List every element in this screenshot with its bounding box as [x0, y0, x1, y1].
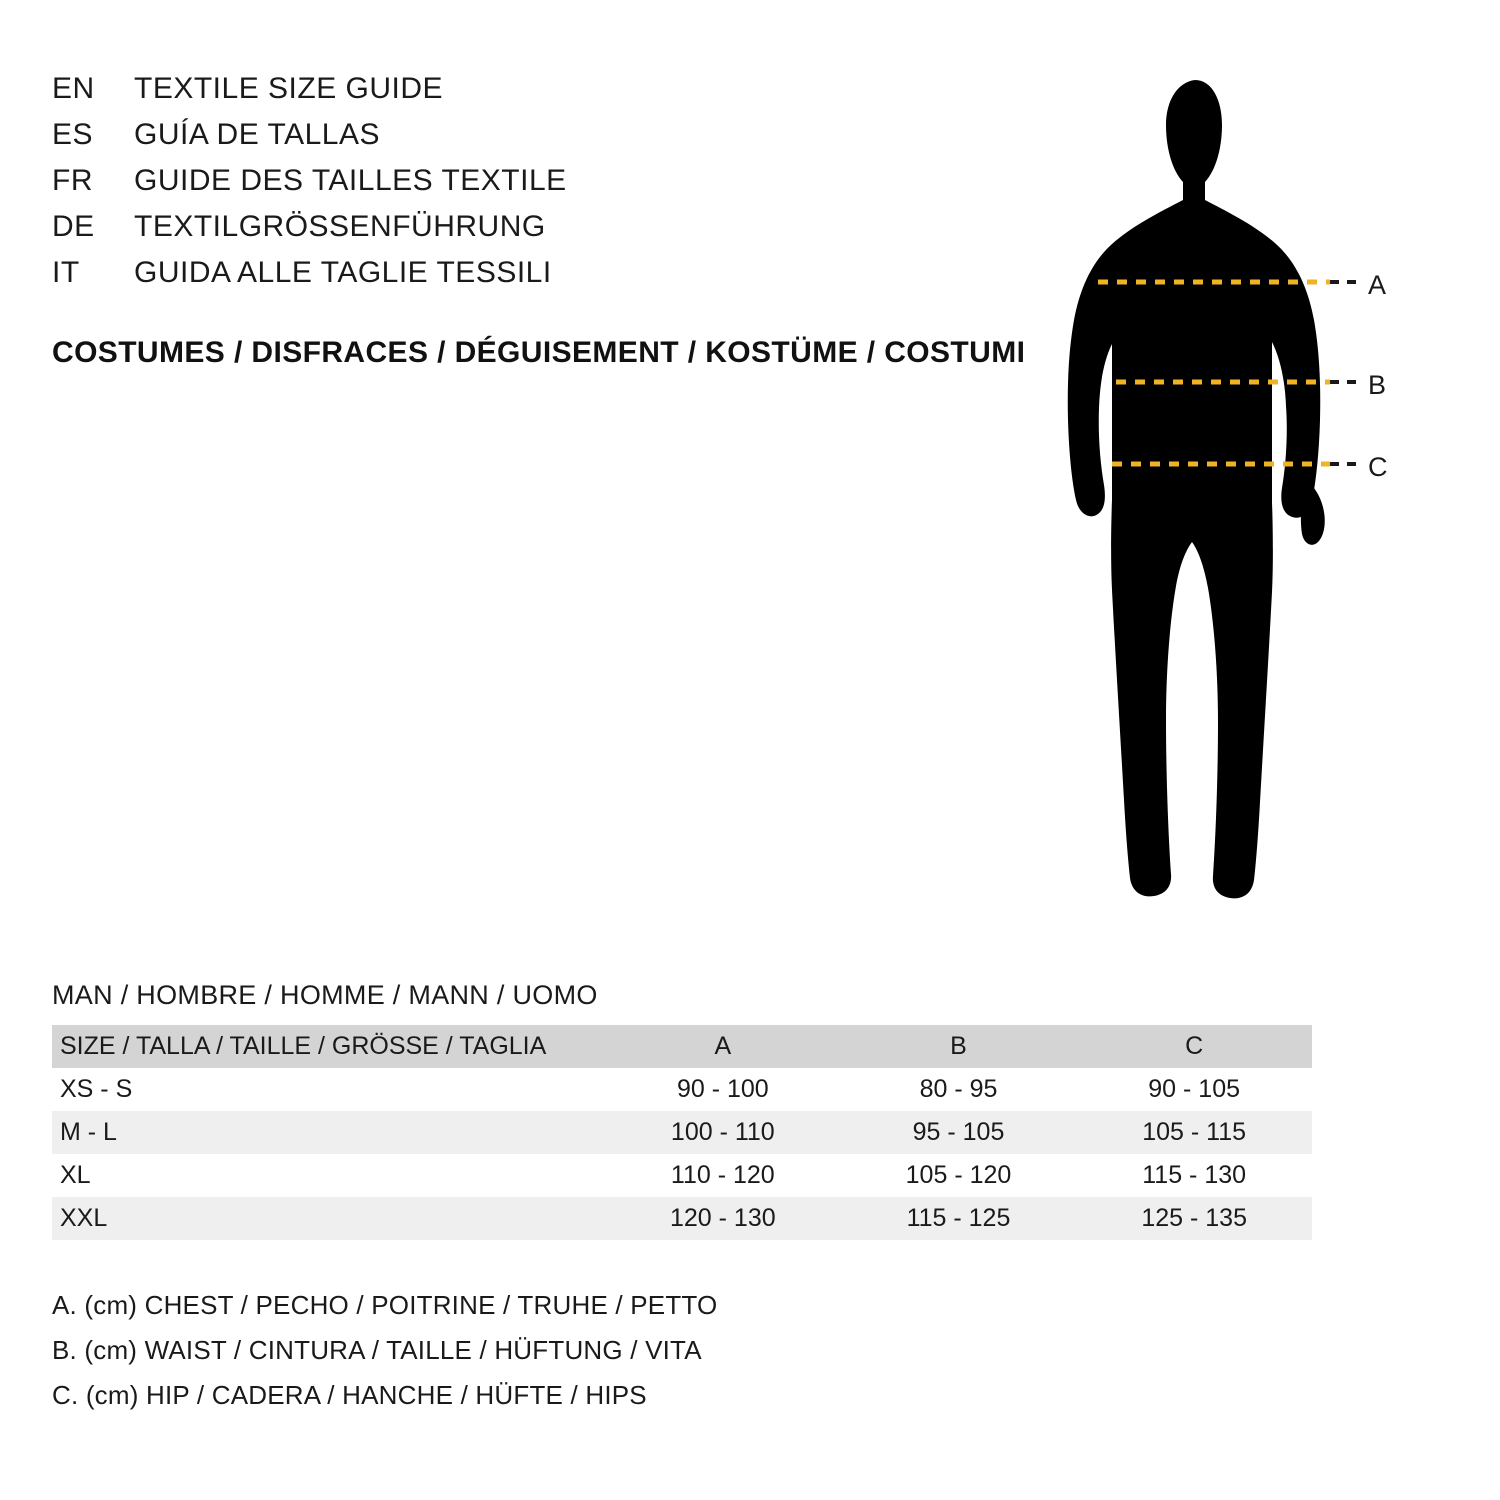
cell-b: 105 - 120 — [905, 1161, 1012, 1189]
table-row — [52, 1111, 1312, 1154]
table-caption: MAN / HOMBRE / HOMME / MANN / UOMO — [52, 980, 598, 1010]
language-title: GUIDA ALLE TAGLIE TESSILI — [134, 256, 552, 289]
header-a: A — [714, 1032, 732, 1060]
body-figure — [1020, 30, 1440, 930]
language-title: GUÍA DE TALLAS — [134, 118, 380, 151]
language-row — [52, 164, 1012, 210]
marker-label-c: C — [1368, 452, 1388, 482]
cell-size: XXL — [60, 1204, 108, 1232]
cell-size: M - L — [60, 1118, 117, 1146]
table-row — [52, 1197, 1312, 1240]
size-table — [52, 1025, 1312, 1240]
language-code: ES — [52, 118, 94, 151]
legend-line-a: A. (cm) CHEST / PECHO / POITRINE / TRUHE / PETTO — [52, 1290, 718, 1320]
cell-a: 120 - 130 — [670, 1204, 776, 1232]
cell-a: 110 - 120 — [670, 1161, 775, 1189]
cell-c: 115 - 130 — [1142, 1161, 1247, 1189]
cell-c: 105 - 115 — [1142, 1118, 1247, 1146]
cell-b: 80 - 95 — [919, 1075, 998, 1103]
category-line: COSTUMES / DISFRACES / DÉGUISEMENT / KOSTÜME / COSTUMI — [52, 336, 1026, 369]
measurement-legend — [52, 1290, 717, 1425]
table-body — [52, 1068, 1312, 1240]
cell-b: 115 - 125 — [906, 1204, 1011, 1232]
language-code: IT — [52, 256, 80, 289]
cell-a: 90 - 100 — [676, 1075, 769, 1103]
cell-c: 125 - 135 — [1141, 1204, 1247, 1232]
language-title: TEXTILE SIZE GUIDE — [134, 72, 444, 105]
cell-size: XL — [60, 1161, 91, 1189]
language-row — [52, 210, 1012, 256]
language-code: EN — [52, 72, 95, 105]
legend-line-b: B. (cm) WAIST / CINTURA / TAILLE / HÜFTUNG / VITA — [52, 1335, 702, 1365]
language-title: TEXTILGRÖSSENFÜHRUNG — [134, 210, 546, 243]
size-table-section — [52, 980, 1448, 1240]
language-code: DE — [52, 210, 95, 243]
table-row — [52, 1068, 1312, 1111]
marker-label-a: A — [1368, 270, 1387, 300]
header-size: SIZE / TALLA / TAILLE / GRÖSSE / TAGLIA — [60, 1032, 547, 1060]
cell-b: 95 - 105 — [912, 1118, 1005, 1146]
male-silhouette — [1068, 80, 1321, 898]
marker-label-b: B — [1368, 370, 1387, 400]
table-header-row — [52, 1025, 1312, 1068]
header-c: C — [1185, 1032, 1204, 1060]
language-row — [52, 118, 1012, 164]
cell-size: XS - S — [60, 1075, 133, 1103]
table-head — [52, 1025, 1312, 1068]
legend-line-c: C. (cm) HIP / CADERA / HANCHE / HÜFTE / HIPS — [52, 1380, 647, 1410]
language-row — [52, 72, 1012, 118]
language-list — [52, 72, 1012, 302]
table-row — [52, 1154, 1312, 1197]
header-b: B — [950, 1032, 967, 1060]
language-code: FR — [52, 164, 93, 197]
cell-a: 100 - 110 — [670, 1118, 775, 1146]
language-title: GUIDE DES TAILLES TEXTILE — [134, 164, 567, 197]
cell-c: 90 - 105 — [1148, 1075, 1241, 1103]
language-row — [52, 256, 1012, 302]
